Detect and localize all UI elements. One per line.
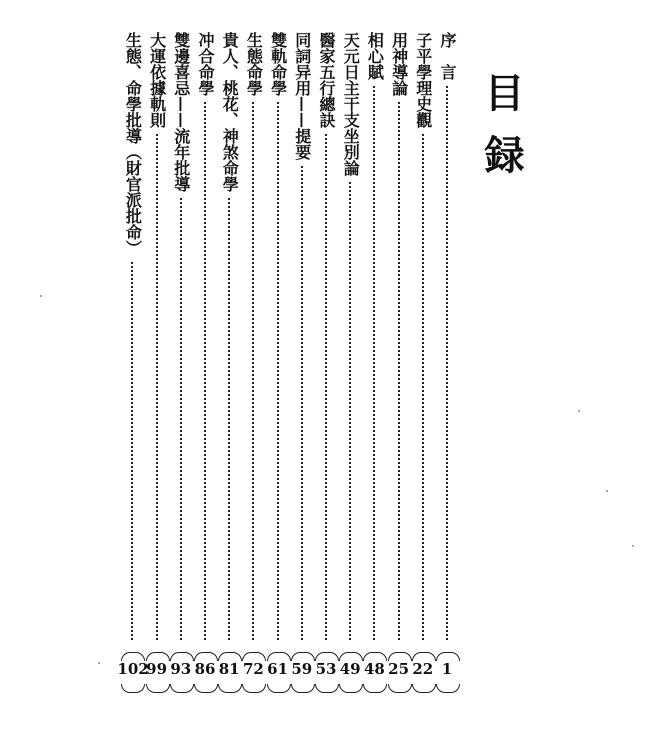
toc-page-number: 102	[117, 660, 149, 678]
scan-speck	[98, 662, 100, 664]
scan-speck	[632, 545, 634, 547]
toc-leader-dots	[156, 134, 160, 640]
toc-leader-dots	[398, 102, 402, 640]
page-paren-bottom	[267, 684, 291, 693]
page-paren-bottom	[170, 684, 194, 693]
toc-entry-label: 用神導論	[389, 32, 409, 96]
page-paren-bottom	[436, 684, 460, 693]
toc-page-number: 49	[339, 660, 361, 678]
toc-entry	[388, 32, 410, 702]
toc-page-number: 81	[218, 660, 240, 678]
scan-speck	[606, 490, 608, 492]
scan-speck	[578, 410, 580, 412]
toc-leader-dots	[325, 134, 329, 640]
toc-leader-dots	[204, 102, 208, 640]
toc-leader-dots	[277, 102, 281, 640]
toc-entry-label: 貴人、桃花、神煞命學	[220, 32, 240, 192]
toc-page-number: 53	[315, 660, 337, 678]
toc-entry	[170, 32, 192, 702]
toc-entry	[291, 32, 313, 702]
toc-entry-label: 同詞异用——提要	[292, 32, 312, 160]
toc-page-number: 72	[242, 660, 264, 678]
toc-entry	[194, 32, 216, 702]
toc-entry	[339, 32, 361, 702]
toc-leader-dots	[228, 198, 232, 640]
toc-entry-label: 生態命學	[244, 32, 264, 96]
toc-page-number: 25	[388, 660, 410, 678]
toc-leader-dots	[180, 198, 184, 640]
toc-leader-dots	[349, 182, 353, 640]
toc-entry	[315, 32, 337, 702]
toc-entry-label: 序 言	[438, 32, 457, 80]
toc-entry-label: 醫家五行總訣	[317, 32, 336, 128]
scan-speck	[40, 295, 42, 297]
toc-entry	[117, 32, 149, 702]
toc-page-number: 86	[194, 660, 216, 678]
toc-page-number: 1	[441, 660, 453, 678]
toc-entry-label: 冲合命學	[196, 32, 215, 96]
toc-entry-label: 天元日主干支坐別論	[341, 32, 361, 176]
toc-entry	[412, 32, 434, 702]
page-paren-bottom	[146, 684, 170, 693]
toc-page-number: 61	[267, 660, 289, 678]
page-paren-bottom	[291, 684, 315, 693]
page-paren-bottom	[388, 684, 412, 693]
toc-leader-dots	[131, 262, 135, 640]
toc-entry-label: 子平學理史觀	[413, 32, 433, 128]
page-paren-bottom	[339, 684, 363, 693]
page-paren-bottom	[242, 684, 266, 693]
page-paren-bottom	[121, 684, 145, 693]
toc-leader-dots	[446, 86, 450, 640]
toc-page-number: 99	[146, 660, 168, 678]
toc-entry-label: 雙軌命學	[268, 32, 288, 96]
toc-entry-label: 相心賦	[365, 32, 385, 80]
page-paren-bottom	[194, 684, 218, 693]
page-title: 目録	[478, 72, 525, 196]
toc-entry-label: 大運依據軌則	[147, 32, 167, 128]
page-paren-bottom	[315, 684, 339, 693]
toc-entry-label: 生態、命學批導（財官派批命）	[123, 32, 143, 256]
toc-page-number: 22	[412, 660, 434, 678]
toc-entry	[146, 32, 168, 702]
toc-entry	[436, 32, 458, 702]
page-paren-bottom	[412, 684, 436, 693]
toc-entry	[242, 32, 264, 702]
toc-entry	[363, 32, 385, 702]
toc-leader-dots	[252, 102, 256, 640]
toc-entry-label: 雙邊喜忌——流年批導	[171, 32, 191, 192]
toc-entry	[267, 32, 289, 702]
toc-leader-dots	[422, 134, 426, 640]
toc-entry	[218, 32, 240, 702]
toc-page-number: 59	[291, 660, 313, 678]
toc-page-number: 93	[170, 660, 192, 678]
toc-page-number: 48	[363, 660, 385, 678]
page-paren-bottom	[218, 684, 242, 693]
page-paren-bottom	[363, 684, 387, 693]
toc-leader-dots	[301, 166, 305, 640]
toc-leader-dots	[373, 86, 377, 640]
